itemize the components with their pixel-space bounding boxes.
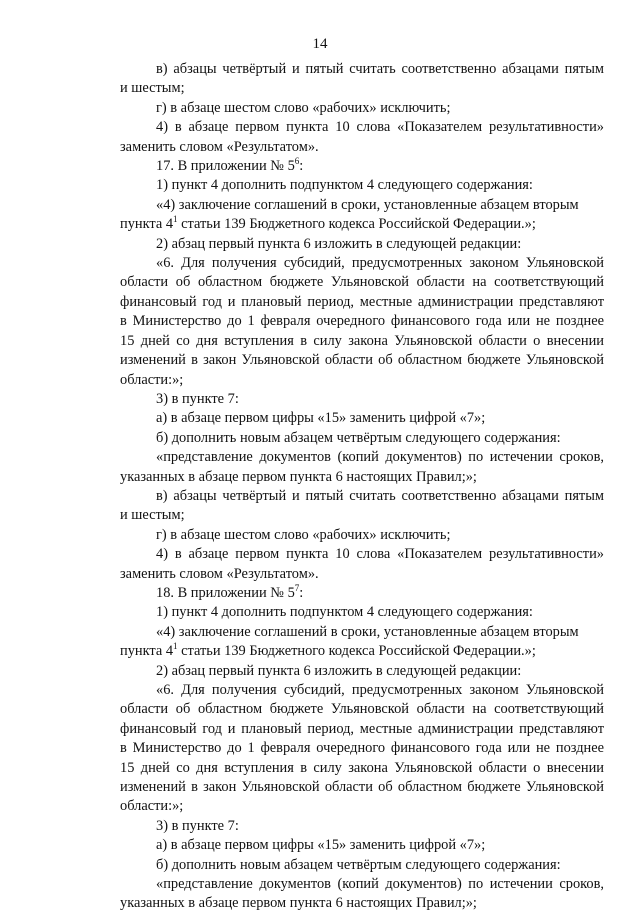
paragraph (84, 584, 604, 603)
line-text: б) дополнить новым абзацем четвёртым следующего содержания: (156, 429, 561, 446)
paragraph-line (84, 371, 604, 390)
line-text: 1) пункт 4 дополнить подпунктом 4 следующего содержания: (156, 177, 533, 194)
paragraph-line (84, 778, 604, 797)
line-text: 15 дней со дня вступления в силу закона Ульяновской области о внесении (120, 332, 604, 349)
line-text: пункта 4 (120, 643, 174, 660)
line-text: 2) абзац первый пункта 6 изложить в следующей редакции: (156, 235, 522, 252)
superscript: 1 (173, 641, 178, 652)
paragraph-line (84, 99, 604, 118)
superscript: 1 (173, 214, 178, 225)
line-text: заменить словом «Результатом». (120, 138, 319, 155)
line-text: финансовый год и плановый период, местные администрации представляют (120, 293, 604, 310)
line-text: а) в абзаце первом цифры «15» заменить цифрой «7»; (156, 837, 486, 854)
paragraph (84, 487, 604, 526)
line-text: области об областном бюджете Ульяновской области на соответствующий (120, 701, 604, 718)
line-text: области:»; (120, 371, 184, 388)
paragraph-line (84, 448, 604, 467)
paragraph-line (84, 215, 604, 234)
paragraph-line (84, 254, 604, 273)
paragraph-line (84, 759, 604, 778)
line-text: указанных в абзаце первом пункта 6 настоящих Правил;»; (120, 468, 477, 485)
paragraph-line (84, 351, 604, 370)
line-text: финансовый год и плановый период, местные администрации представляют (120, 720, 604, 737)
paragraph-line (84, 545, 604, 564)
paragraph-line (84, 235, 604, 254)
line-text: заменить словом «Результатом». (120, 565, 319, 582)
line-text: 1) пункт 4 дополнить подпунктом 4 следующего содержания: (156, 604, 533, 621)
paragraph-line (84, 894, 604, 913)
line-text: в) абзацы четвёртый и пятый считать соответственно абзацами пятым (156, 487, 604, 504)
line-text: «6. Для получения субсидий, предусмотренных законом Ульяновской (156, 255, 604, 272)
paragraph-line (84, 293, 604, 312)
superscript: 7 (294, 582, 300, 593)
paragraph-line (84, 506, 604, 525)
paragraph-line (84, 390, 604, 409)
paragraph-line (84, 856, 604, 875)
paragraph-line (84, 584, 604, 603)
superscript: 6 (294, 156, 300, 167)
paragraph (84, 60, 604, 99)
paragraph-line (84, 468, 604, 487)
line-text: г) в абзаце шестом слово «рабочих» исключить; (156, 99, 451, 116)
paragraph (84, 176, 604, 195)
line-text: «представление документов (копий документов) по истечении сроков, (156, 876, 604, 893)
paragraph-line (84, 797, 604, 816)
line-text: 3) в пункте 7: (156, 817, 239, 834)
paragraph (84, 409, 604, 428)
paragraph-line (84, 312, 604, 331)
paragraph (84, 603, 604, 622)
line-text: 4) в абзаце первом пункта 10 слова «Показателем результативности» (156, 546, 604, 563)
paragraph (84, 623, 604, 642)
paragraph-line (84, 836, 604, 855)
paragraph (84, 875, 604, 914)
line-text: и шестым; (120, 507, 185, 524)
paragraph-line (84, 429, 604, 448)
line-text: в Министерство до 1 февраля очередного финансового года или не позднее (120, 740, 604, 757)
line-text: а) в абзаце первом цифры «15» заменить цифрой «7»; (156, 410, 486, 427)
document-body (84, 60, 604, 914)
line-text: области:»; (120, 798, 184, 815)
paragraph-line (84, 196, 604, 215)
paragraph-line (84, 176, 604, 195)
paragraph (84, 118, 604, 157)
paragraph-line (84, 681, 604, 700)
paragraph (84, 254, 604, 390)
line-text: в Министерство до 1 февраля очередного финансового года или не позднее (120, 313, 604, 330)
paragraph (84, 215, 604, 234)
line-text: указанных в абзаце первом пункта 6 настоящих Правил;»; (120, 895, 477, 912)
paragraph-line (84, 739, 604, 758)
paragraph-line (84, 487, 604, 506)
page-number: 14 (312, 36, 328, 52)
paragraph-line (84, 700, 604, 719)
line-tail: : (299, 584, 304, 601)
paragraph-line (84, 273, 604, 292)
line-text: «представление документов (копий документов) по истечении сроков, (156, 449, 604, 466)
paragraph-line (84, 662, 604, 681)
paragraph-line (84, 138, 604, 157)
paragraph-line (84, 565, 604, 584)
paragraph-line (84, 60, 604, 79)
paragraph-line (84, 720, 604, 739)
paragraph (84, 817, 604, 836)
line-text: в) абзацы четвёртый и пятый считать соответственно абзацами пятым (156, 61, 604, 77)
paragraph (84, 157, 604, 176)
paragraph (84, 526, 604, 545)
line-text: изменений в закон Ульяновской области об областном бюджете Ульяновской (120, 779, 604, 796)
line-text: г) в абзаце шестом слово «рабочих» исключить; (156, 526, 451, 543)
line-text: пункта 4 (120, 216, 174, 233)
paragraph (84, 235, 604, 254)
paragraph (84, 390, 604, 409)
paragraph-line (84, 79, 604, 98)
paragraph (84, 429, 604, 448)
line-tail: статьи 139 Бюджетного кодекса Российской Федерации.»; (177, 216, 536, 233)
paragraph-line (84, 409, 604, 428)
paragraph-line (84, 603, 604, 622)
line-text: области об областном бюджете Ульяновской области на соответствующий (120, 274, 604, 291)
paragraph-line (84, 118, 604, 137)
paragraph (84, 99, 604, 118)
paragraph-line (84, 157, 604, 176)
line-text: 17. В приложении № 5 (156, 158, 295, 175)
line-text: 18. В приложении № 5 (156, 584, 295, 601)
paragraph (84, 448, 604, 487)
paragraph (84, 836, 604, 855)
line-tail: : (299, 158, 304, 175)
paragraph (84, 545, 604, 584)
paragraph-line (84, 526, 604, 545)
line-tail: статьи 139 Бюджетного кодекса Российской Федерации.»; (177, 643, 536, 660)
paragraph (84, 681, 604, 817)
line-text: 2) абзац первый пункта 6 изложить в следующей редакции: (156, 662, 522, 679)
line-text: 15 дней со дня вступления в силу закона Ульяновской области о внесении (120, 759, 604, 776)
paragraph-line (84, 332, 604, 351)
paragraph (84, 196, 604, 215)
paragraph-line (84, 623, 604, 642)
line-text: б) дополнить новым абзацем четвёртым следующего содержания: (156, 856, 561, 873)
paragraph-line (84, 875, 604, 894)
paragraph-line (84, 642, 604, 661)
line-text: 3) в пункте 7: (156, 390, 239, 407)
paragraph (84, 662, 604, 681)
paragraph (84, 856, 604, 875)
line-text: изменений в закон Ульяновской области об областном бюджете Ульяновской (120, 352, 604, 369)
line-text: и шестым; (120, 80, 185, 97)
line-text: «6. Для получения субсидий, предусмотренных законом Ульяновской (156, 682, 604, 698)
line-text: «4) заключение соглашений в сроки, установленные абзацем вторым (156, 196, 579, 213)
paragraph (84, 642, 604, 661)
line-text: 4) в абзаце первом пункта 10 слова «Показателем результативности» (156, 119, 604, 136)
line-text: «4) заключение соглашений в сроки, установленные абзацем вторым (156, 623, 579, 640)
paragraph-line (84, 817, 604, 836)
